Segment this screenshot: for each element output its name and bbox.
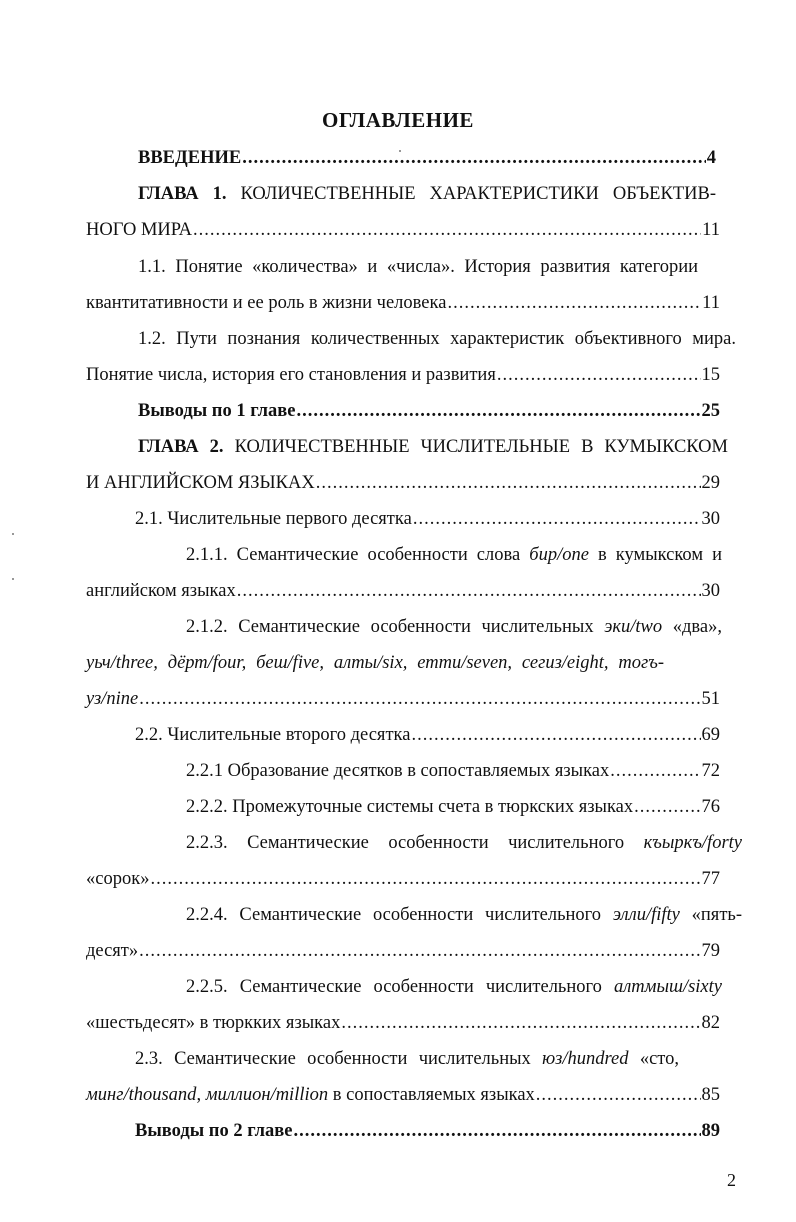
leader-dots [193,215,701,245]
toc-entry-conclusions-2[interactable] [135,1116,720,1146]
toc-page: 30 [701,509,720,529]
toc-page: 15 [701,365,720,385]
toc-label: И АНГЛИЙСКОМ ЯЗЫКАХ [86,473,315,493]
leader-dots [447,288,701,318]
toc-page: 76 [701,797,720,817]
leader-dots [341,1008,700,1038]
toc-page: 85 [701,1085,720,1105]
toc-label: 2.3. Семантические особенности числительных [135,1049,543,1069]
leader-dots [634,792,700,822]
toc-label: английском языках [86,581,236,601]
toc-entry-2-1-2-end[interactable] [86,684,720,714]
toc-entry-2-2-3[interactable] [186,828,742,858]
toc-entry-2-1-2-cont[interactable] [86,648,664,678]
toc-label: Понятие числа, история его становления и развития [86,365,496,385]
toc-term: къыркъ/forty [643,833,742,853]
toc-entry-2-3[interactable] [135,1044,679,1074]
toc-label: НОГО МИРА [86,220,193,240]
toc-entry-1-1[interactable] [138,252,698,282]
toc-entry-conclusions-1[interactable] [138,396,720,426]
toc-entry-2-2-4[interactable] [186,900,742,930]
leader-dots [242,143,706,173]
toc-label-end: «сто, [628,1049,679,1069]
toc-entry-1-1-cont[interactable] [86,288,720,318]
toc-sep: , [196,1085,206,1105]
toc-label: 2.1.2. Семантические особенности числительных [186,617,605,637]
toc-page: 25 [701,401,720,421]
toc-entry-chapter-2[interactable] [138,432,728,462]
toc-label: 1.1. Понятие «количества» и «числа». История развития категории [138,257,698,277]
toc-label: ВВЕДЕНИЕ [138,148,242,168]
toc-page: 82 [701,1013,720,1033]
toc-label: Выводы по 1 главе [138,401,296,421]
leader-dots [297,396,701,426]
toc-term: юз/hundred [542,1049,629,1069]
toc-label-end: «пять- [679,905,742,925]
toc-term: алтмыш/sixty [613,977,722,997]
toc-term: миллион/million [205,1085,329,1105]
leader-dots [497,360,701,390]
leader-dots [237,576,701,606]
toc-label: 1.2. Пути познания количественных характеристик объективного мира. [138,329,736,349]
toc-label: десят» [86,941,139,961]
toc-label: 2.2.4. Семантические особенности числительного [186,905,613,925]
toc-page: 89 [701,1121,720,1141]
toc-label-end: в сопоставляемых языках [328,1085,535,1105]
toc-entry-chapter-1[interactable] [138,179,716,209]
toc-entry-2-2-5[interactable] [186,972,722,1002]
toc-entry-2-1[interactable] [135,504,720,534]
toc-entry-2-1-1[interactable] [186,540,722,570]
toc-label: 2.2.1 Образование десятков в сопоставляемых языках [186,761,610,781]
toc-terms: уьч/three, дёрт/four, беш/five, алты/six, етти/seven, сегиз/eight, тогъ- [86,653,664,673]
toc-page: 72 [701,761,720,781]
toc-label: «шестьдесят» в тюркких языках [86,1013,341,1033]
toc-entry-chapter-2-cont[interactable] [86,468,720,498]
toc-label: Выводы по 2 главе [135,1121,293,1141]
toc-label: 2.2.5. Семантические особенности числительного [186,977,614,997]
toc-label: 2.1.1. Семантические особенности слова [186,545,530,565]
toc-entry-introduction[interactable] [138,143,716,173]
page-number: 2 [727,1170,736,1190]
toc-entry-2-2-1[interactable] [186,756,720,786]
toc-entry-2-2-2[interactable] [186,792,720,822]
toc-term: уз/nine [86,689,139,709]
toc-label: 2.2.3. Семантические особенности числительного [186,833,644,853]
toc-entry-2-2[interactable] [135,720,720,750]
toc-page: 11 [702,293,720,313]
toc-entry-2-2-3-cont[interactable] [86,864,720,894]
chapter-title: КОЛИЧЕСТВЕННЫЕ ХАРАКТЕРИСТИКИ ОБЪЕКТИВ- [226,184,716,204]
scan-speck [399,150,401,152]
toc-page: 11 [702,220,720,240]
chapter-label: ГЛАВА 2. [138,437,224,457]
toc-entry-2-1-1-cont[interactable] [86,576,720,606]
leader-dots [139,936,700,966]
toc-label: «сорок» [86,869,150,889]
toc-term: элли/fifty [612,905,680,925]
toc-page: 79 [701,941,720,961]
leader-dots [536,1080,701,1110]
toc-page: 69 [701,725,720,745]
toc-label: квантитативности и ее роль в жизни человека [86,293,447,313]
toc-entry-2-2-5-cont[interactable] [86,1008,720,1038]
toc-entry-chapter-1-cont[interactable] [86,215,720,245]
toc-page: 30 [701,581,720,601]
leader-dots [139,684,700,714]
toc-label: 2.2.2. Промежуточные системы счета в тюркских языках [186,797,634,817]
toc-label-end: в кумыкском и [588,545,722,565]
leader-dots [294,1116,701,1146]
leader-dots [413,504,701,534]
toc-label [86,1080,535,1110]
page-title: ОГЛАВЛЕНИЕ [322,108,474,132]
scan-speck [12,578,14,580]
chapter-label: ГЛАВА 1. [138,184,227,204]
toc-page: 29 [701,473,720,493]
toc-entry-1-2[interactable] [138,324,736,354]
toc-page: 4 [706,148,716,168]
scan-speck [12,533,14,535]
toc-term: бир/one [529,545,589,565]
toc-entry-2-2-4-cont[interactable] [86,936,720,966]
toc-label: 2.2. Числительные второго десятка [135,725,411,745]
leader-dots [610,756,700,786]
toc-entry-1-2-cont[interactable] [86,360,720,390]
toc-entry-2-3-cont[interactable] [86,1080,720,1110]
chapter-title: КОЛИЧЕСТВЕННЫЕ ЧИСЛИТЕЛЬНЫЕ В КУМЫКСКОМ [223,437,728,457]
leader-dots [411,720,700,750]
leader-dots [316,468,701,498]
toc-term: эки/two [604,617,663,637]
toc-label-end: «два», [662,617,722,637]
leader-dots [150,864,700,894]
toc-term: минг/thousand [86,1085,197,1105]
toc-page: 77 [701,869,720,889]
toc-entry-2-1-2[interactable] [186,612,722,642]
toc-label: 2.1. Числительные первого десятка [135,509,412,529]
toc-page: 51 [701,689,720,709]
